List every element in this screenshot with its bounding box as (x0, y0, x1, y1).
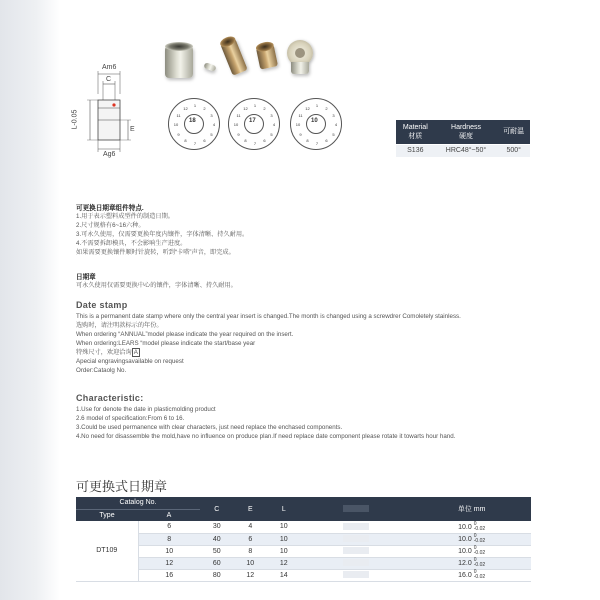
col-header-masked (301, 497, 413, 521)
cell-e: 10 (234, 557, 268, 569)
date-dial-3 (290, 98, 342, 150)
dimension-drawing (60, 62, 150, 162)
col-header-e: E (234, 497, 268, 521)
cell-unit: 12.0 0 -0.02 (412, 557, 531, 569)
col-header-l: L (267, 497, 301, 521)
dial-number: 6 (203, 138, 206, 144)
dial-number: 7 (315, 141, 319, 146)
dial-number: 12 (243, 105, 248, 111)
tolerance: 0 -0.02 (473, 545, 486, 556)
dial-number: 10 (295, 122, 301, 127)
dim-label-ag6: Ag6 (103, 151, 116, 158)
dial-number: 6 (263, 138, 266, 144)
cell-a: 10 (138, 545, 200, 557)
col-header-c: C (200, 497, 234, 521)
tolerance: 0 -0.02 (473, 557, 486, 568)
table-row (76, 521, 531, 533)
cell-unit: 16.0 0 -0.02 (412, 569, 531, 581)
table-row (76, 545, 531, 557)
cell-c: 40 (200, 533, 234, 545)
table-row (76, 557, 531, 569)
table-row (76, 533, 531, 545)
dial-number: 6 (325, 138, 328, 144)
tolerance: 0 -0.02 (473, 520, 486, 532)
dial-number: 9 (237, 131, 240, 137)
dial-number: 12 (305, 105, 310, 111)
dial-number: 1 (193, 103, 197, 108)
cell-e: 4 (234, 521, 268, 533)
dim-label-e: E (130, 126, 135, 133)
date-dial-1 (168, 98, 220, 150)
temperature-value: 500° (497, 144, 530, 157)
cell-masked (301, 569, 413, 581)
tolerance: 0 -0.02 (473, 569, 486, 580)
dial-number: 8 (306, 138, 309, 144)
cell-masked (301, 521, 413, 533)
dial-number: 9 (299, 131, 302, 137)
dial-center-ring (306, 114, 326, 134)
date-stamp-photo-tilted (220, 38, 248, 76)
dial-number: 12 (183, 105, 188, 111)
dial-number: 10 (233, 122, 239, 127)
cell-a: 12 (138, 557, 200, 569)
catalog-header: Catalog No. (76, 497, 200, 509)
dial-center-ring (184, 114, 204, 134)
dial-number: 7 (193, 141, 197, 146)
dial-number: 5 (332, 131, 335, 137)
cell-a: 6 (138, 521, 200, 533)
col-header-unit: 单位 mm (412, 497, 531, 521)
date-stamp-photo-small (256, 44, 278, 69)
hardness-value: HRC48°~50° (435, 144, 498, 157)
dial-number: 8 (184, 138, 187, 144)
cell-c: 60 (200, 557, 234, 569)
date-stamp-photo-large (165, 46, 193, 78)
dial-number: 8 (244, 138, 247, 144)
dial-center-number: 17 (249, 118, 256, 124)
dial-center-number: 10 (311, 118, 318, 124)
cell-masked (301, 545, 413, 557)
zh-features-text: 1.用于表示塑料成型件的制造日期。 2.尺寸规格有6~16六种。 3.可永久使用，仅需要更换年度内镶件，字体清晰、持久耐用。 4.不需要拆卸模具，不会影响生产进度。 如果需要更换镶件顺时针旋转，听到“卡嗒”声音，即完成。 (76, 213, 249, 256)
box-letter-a: A (133, 349, 138, 356)
cell-e: 8 (234, 545, 268, 557)
material-table (396, 120, 530, 157)
dim-label-am6: Am6 (102, 64, 117, 71)
dial-number: 2 (203, 105, 206, 111)
dial-number: 1 (315, 103, 319, 108)
date-stamp-title: Date stamp (76, 300, 128, 310)
type-cell: DT109 (76, 521, 138, 581)
cell-unit: 10.0 0 -0.02 (412, 545, 531, 557)
date-dial-2 (228, 98, 280, 150)
dial-number: 7 (253, 141, 257, 146)
dial-center-number: 18 (189, 118, 196, 124)
cell-c: 80 (200, 569, 234, 581)
cell-l: 10 (267, 545, 301, 557)
cell-masked (301, 533, 413, 545)
date-stamp-text: This is a permanent date stamp where only the central year insert is changed.The month is changed using a screwdrer Comoletely stainless. 选购时，请注明款标示的年份。 When ordering “ANNUAL”model please indicate the year required on the insert. When ordering:LEARS “model please indicate the start/base year 特殊尺寸，欢迎洽询 A Apecial engravingsavailable on request Order:Cataolg No. (76, 313, 461, 374)
hardness-header: Hardness 硬度 (435, 120, 498, 144)
cell-e: 6 (234, 533, 268, 545)
cell-unit: 10.0 0 -0.02 (412, 533, 531, 545)
cell-a: 16 (138, 569, 200, 581)
dim-label-l: L-0.05 (71, 109, 79, 130)
cell-l: 12 (267, 557, 301, 569)
cell-a: 8 (138, 533, 200, 545)
dial-number: 3 (332, 112, 335, 118)
dial-number: 1 (253, 103, 257, 108)
temperature-header: 可耐温 (497, 120, 530, 144)
dial-number: 3 (270, 112, 273, 118)
cell-c: 50 (200, 545, 234, 557)
dial-number: 9 (177, 131, 180, 137)
date-stamp-photo-body (291, 62, 309, 74)
page-side-shadow (0, 0, 60, 600)
cell-l: 14 (267, 569, 301, 581)
dim-label-c: C (106, 76, 112, 83)
type-header: Type (76, 509, 138, 521)
cell-c: 30 (200, 521, 234, 533)
cell-e: 12 (234, 569, 268, 581)
zh-stamp-text: 可永久使用仅需要更换中心的镶件，字体清晰、持久耐用。 (76, 282, 237, 289)
dial-number: 5 (210, 131, 213, 137)
screw-photo (203, 62, 216, 72)
dial-number: 11 (298, 112, 303, 118)
cell-l: 10 (267, 533, 301, 545)
tolerance: 0 -0.02 (473, 533, 486, 544)
dial-number: 2 (325, 105, 328, 111)
dial-number: 5 (270, 131, 273, 137)
cell-masked (301, 557, 413, 569)
characteristic-title: Characteristic: (76, 393, 144, 403)
dial-number: 11 (176, 112, 181, 118)
dial-number: 2 (263, 105, 266, 111)
dial-number: 4 (334, 122, 338, 127)
spec-table (76, 497, 531, 582)
dial-number: 3 (210, 112, 213, 118)
material-header: Material 材质 (396, 120, 435, 144)
dial-number: 10 (173, 122, 179, 127)
a-header: A (138, 509, 200, 521)
section-title: 可更换式日期章 (76, 479, 168, 494)
material-value: S136 (396, 144, 435, 157)
table-row (76, 569, 531, 581)
cell-l: 10 (267, 521, 301, 533)
dial-number: 11 (236, 112, 241, 118)
dial-number: 4 (212, 122, 216, 127)
zh-features-title: 可更换日期章组件特点. (76, 205, 144, 212)
dial-center-ring (244, 114, 264, 134)
cell-unit: 10.0 0 -0.02 (412, 521, 531, 533)
characteristic-text: 1.Use for denote the date in plasticmolding product 2.6 model of specification:From 6 to 16. 3.Could be used permanence with clear characters, just need replace the enchased components. 4.No need for disassemble the mold,have no influence on produce plan.If need replace date component please rotate it towarts hour hand. (76, 406, 456, 440)
zh-stamp-title: 日期章 (76, 274, 96, 281)
dial-number: 4 (272, 122, 276, 127)
